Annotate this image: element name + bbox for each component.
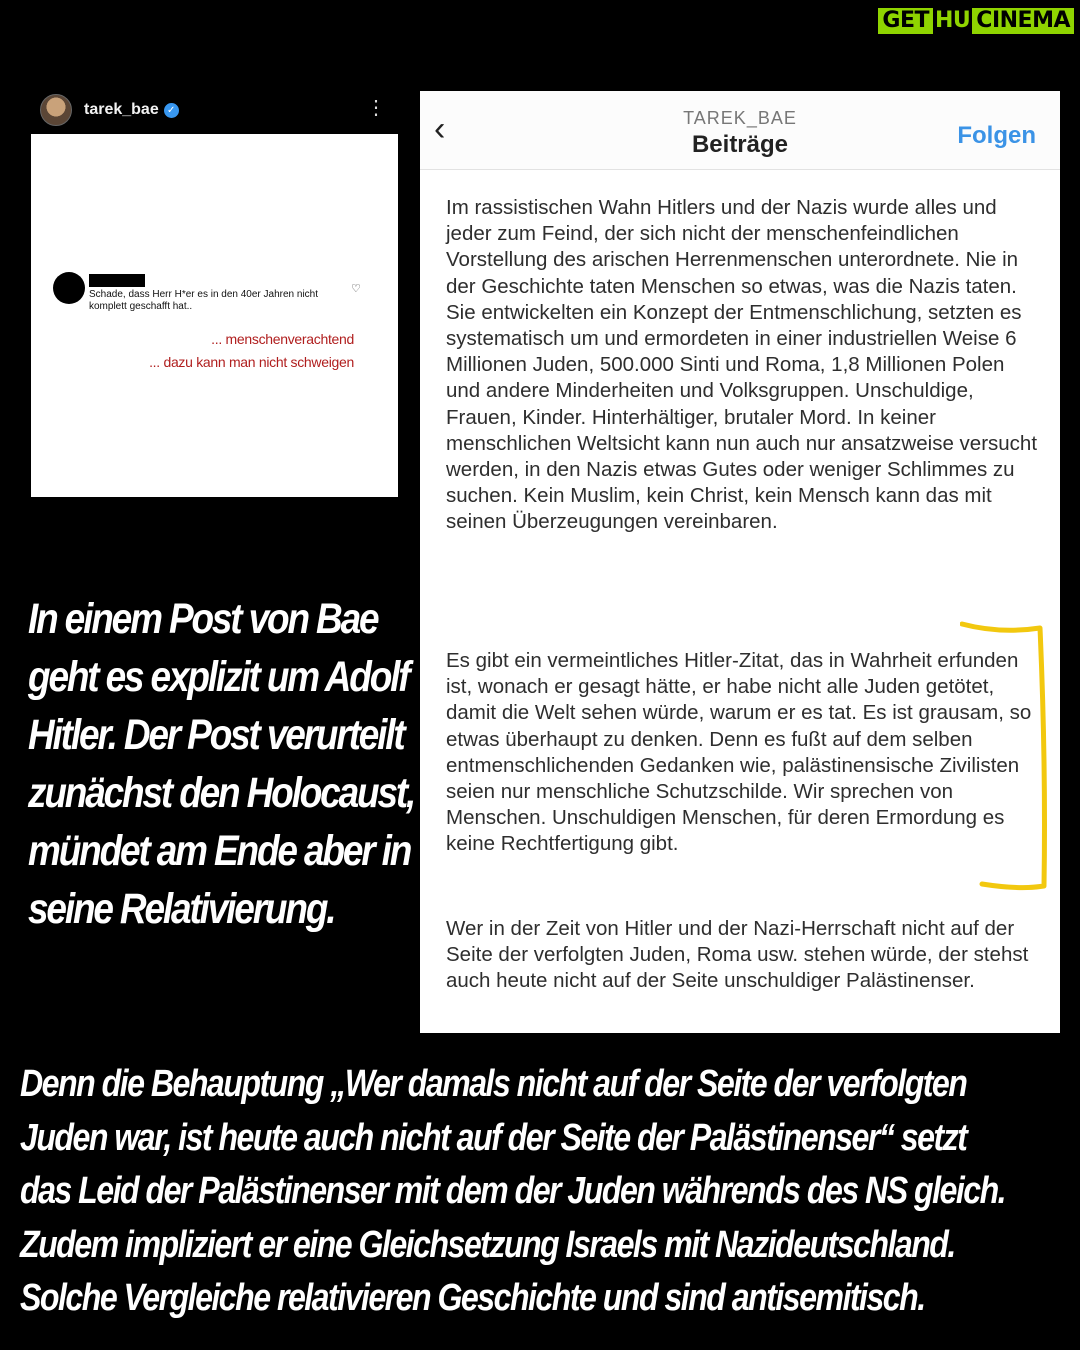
brand-part-1: GET (878, 8, 933, 34)
caption-bottom-line: Juden war, ist heute auch nicht auf der Seite der Palästinenser“ setzt (20, 1116, 967, 1159)
posts-screenshot (420, 91, 1060, 1033)
caption-bottom-line: Zudem impliziert er eine Gleichsetzung Israels mit Nazideutschland. (20, 1223, 955, 1266)
post-username[interactable]: tarek_bae (84, 101, 159, 118)
more-vertical-icon[interactable]: ⋮ (366, 97, 386, 119)
comment-avatar (53, 272, 85, 304)
caption-bottom (20, 1058, 1055, 1326)
verified-badge-icon: ✓ (164, 103, 179, 118)
annotation-line-2: ... dazu kann man nicht schweigen (149, 354, 354, 370)
caption-left: In einem Post von Bae geht es explizit um Adolf Hitler. Der Post verurteilt zunächst den Holocaust, mündet am Ende aber in seine Relativierung. (28, 595, 415, 933)
highlight-bracket (960, 614, 1050, 904)
caption-bottom-line: Solche Vergleiche relativieren Geschichte und sind antisemitisch. (20, 1277, 925, 1319)
nav-username: TAREK_BAE (683, 108, 797, 128)
nav-title: Beiträge (691, 131, 789, 158)
post-paragraph-2: Es gibt ein vermeintliches Hitler-Zitat, das in Wahrheit erfunden ist, wonach er gesagt hätte, er habe nicht alle Juden getötet, damit die Welt sehen würde, warum er es tat. Es ist grausam, so etwas überhaupt zu denken. Denn es fußt auf dem selben entmenschlichenden Gedanken wie, palästinensische Zivilisten seien nur menschliche Schutzschilde. Wir sprechen von Menschen. Unschuldigen Menschen, für deren Ermordung es keine Rechtfertigung gibt. (446, 649, 1032, 856)
redacted-username (89, 274, 145, 287)
brand-part-2: HU (935, 8, 971, 33)
annotation-line-1: ... menschenverachtend (211, 331, 354, 347)
brand-part-3: CINEMA (972, 8, 1074, 34)
brand-logo (878, 8, 1074, 34)
post-header (40, 92, 400, 128)
follow-button[interactable]: Folgen (957, 122, 1036, 149)
avatar[interactable] (40, 94, 72, 126)
comment-text: Schade, dass Herr H*er es in den 40er Jahren nicht komplett geschafft hat.. (89, 289, 319, 312)
heart-icon: ♡ (351, 283, 361, 295)
caption-bottom-line: Denn die Behauptung „Wer damals nicht auf der Seite der verfolgten (20, 1063, 967, 1105)
nav-bar (420, 91, 1060, 170)
post-paragraph-3: Wer in der Zeit von Hitler und der Nazi-Herrschaft nicht auf der Seite der verfolgten Juden, Roma usw. stehen würde, der stehst auch heute nicht auf der Seite unschuldiger Palästinenser. (446, 917, 1029, 993)
post-paragraph-1: Im rassistischen Wahn Hitlers und der Nazis wurde alles und jeder zum Feind, der sich nicht der menschenfeindlichen Vorstellung des arischen Herrenmenschen unterordnete. Nie in der Geschichte taten Menschen so etwas, was die Nazis taten. Sie entwickelten ein Konzept der Entmenschlichung, setzten es systematisch um und ermordeten in einer industriellen Weise 6 Millionen Juden, 500.000 Sinti und Roma, 1,8 Millionen Polen und andere Minderheiten und Volksgruppen. Unschuldige, Frauen, Kinder. Hinterhältiger, brutaler Mord. In keiner menschlichen Weltsicht kann nun auch nur ansatzweise versucht werden, in den Nazis etwas Gutes oder weniger Schlimmes zu suchen. Kein Muslim, kein Christ, kein Mensch kann das mit seinen Überzeugungen vereinbaren. (446, 196, 1038, 534)
caption-bottom-line: das Leid der Palästinenser mit dem der Juden währends des NS gleich. (20, 1170, 1006, 1212)
post-image (31, 134, 398, 497)
back-chevron-icon[interactable]: ‹ (434, 110, 446, 148)
